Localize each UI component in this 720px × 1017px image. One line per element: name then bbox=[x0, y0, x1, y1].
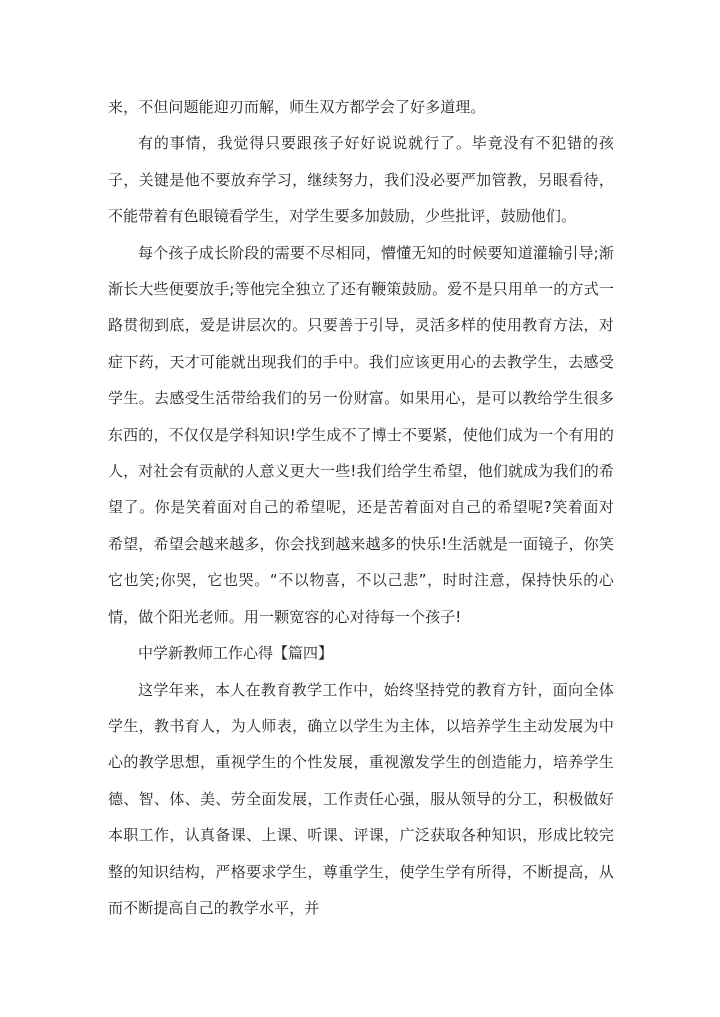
paragraph-encouragement: 有的事情，我觉得只要跟孩子好好说说就行了。毕竟没有不犯错的孩子，关键是他不要放弃学习，继续努力，我们没必要严加管教，另眼看待，不能带着有色眼镜看学生，对学生要多加鼓励，少些批评，鼓励他们。 bbox=[108, 134, 614, 226]
paragraph-growth-and-guidance: 每个孩子成长阶段的需要不尽相同，懵懂无知的时候要知道灌输引导;渐渐长大些便要放手;等他完全独立了还有鞭策鼓励。爱不是只用单一的方式一路贯彻到底，爱是讲层次的。只要善于引导，灵活多样的使用教育方法，对症下药，天才可能就出现我们的手中。我们应该更用心的去教学生，去感受学生。去感受生活带给我们的另一份财富。如果用心，是可以教给学生很多东西的，不仅仅是学科知识!学生成不了博士不要紧，使他们成为一个有用的人，对社会有贡献的人意义更大一些!我们给学生希望，他们就成为我们的希望了。你是笑着面对自己的希望呢，还是苦着面对自己的希望呢?笑着面对希望，希望会越来越多，你会找到越来越多的快乐!生活就是一面镜子，你笑它也笑;你哭，它也哭。“不以物喜，不以己悲”，时时注意，保持快乐的心情，做个阳光老师。用一颗宽容的心对待每一个孩子! bbox=[108, 243, 614, 626]
paragraph-annual-summary: 这学年来，本人在教育教学工作中，始终坚持党的教育方针，面向全体学生，教书育人，为人师表，确立以学生为主体，以培养学生主动发展为中心的教学思想，重视学生的个性发展，重视激发学生的创造能力，培养学生德、智、体、美、劳全面发展，工作责任心强，服从领导的分工，积极做好本职工作，认真备课、上课、听课、评课，广泛获取各种知识，形成比较完整的知识结构，严格要求学生，尊重学生，使学生学有所得，不断提高，从而不断提高自己的教学水平，并 bbox=[108, 680, 614, 917]
document-body bbox=[108, 89, 614, 926]
section-heading: 中学新教师工作心得【篇四】 bbox=[138, 644, 334, 663]
paragraph-continuation: 来，不但问题能迎刃而解，师生双方都学会了好多道理。 bbox=[108, 98, 486, 116]
